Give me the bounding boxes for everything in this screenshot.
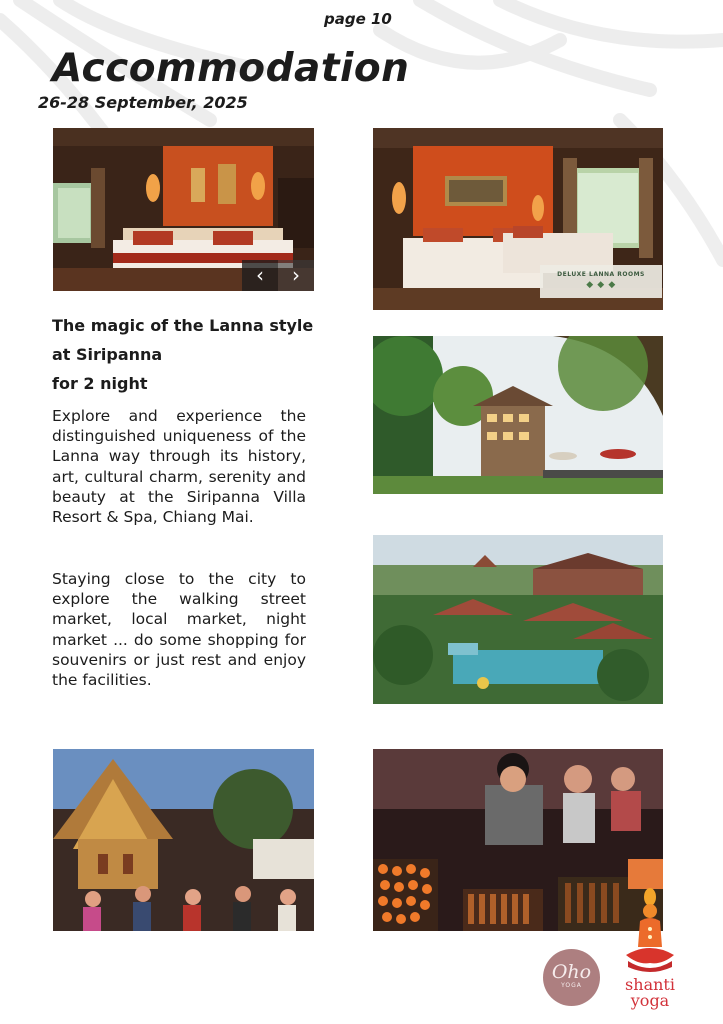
walking-street-photo	[53, 749, 314, 931]
page-title: Accommodation	[52, 46, 410, 91]
yoga-word: yoga	[630, 991, 670, 1010]
carousel-prev-button[interactable]: ‹	[242, 260, 278, 291]
hotel-location-description: Staying close to the city to explore the walking street market, local market, night market ... do some shopping for souvenirs or just rest and enjoy the facilities.	[52, 570, 306, 690]
shanti-yoga-logo	[614, 885, 686, 1020]
room-badge-label: DELUXE LANNA ROOMS	[557, 271, 645, 278]
hotel-heading	[52, 311, 352, 398]
oho-logo-text: Oho	[551, 961, 592, 983]
oho-logo-subtext: YOGA	[561, 982, 582, 989]
page-number: page 10	[324, 10, 392, 28]
hotel-heading-line: The magic of the Lanna style	[52, 316, 314, 335]
carousel-next-button[interactable]: ›	[278, 260, 314, 291]
oho-yoga-logo	[543, 949, 600, 1006]
room-type-badge	[540, 265, 662, 298]
hotel-heading-line: at Siripanna	[52, 345, 163, 364]
shanti-yoga-wordmark	[614, 977, 686, 1009]
meditating-figure-icon	[622, 885, 678, 977]
shanti-word: shanti	[625, 975, 675, 994]
event-dates: 26-28 September, 2025	[38, 93, 248, 112]
resort-building-photo	[373, 336, 663, 494]
hotel-heading-line: for 2 night	[52, 374, 148, 393]
resort-pool-photo	[373, 535, 663, 704]
room-badge-ornament: ◆ ◆ ◆	[586, 280, 616, 290]
hotel-description: Explore and experience the distinguished uniqueness of the Lanna way through its history, art, cultural charm, serenity and beauty at the Siripanna Villa Resort & Spa, Chiang Mai.	[52, 407, 306, 527]
